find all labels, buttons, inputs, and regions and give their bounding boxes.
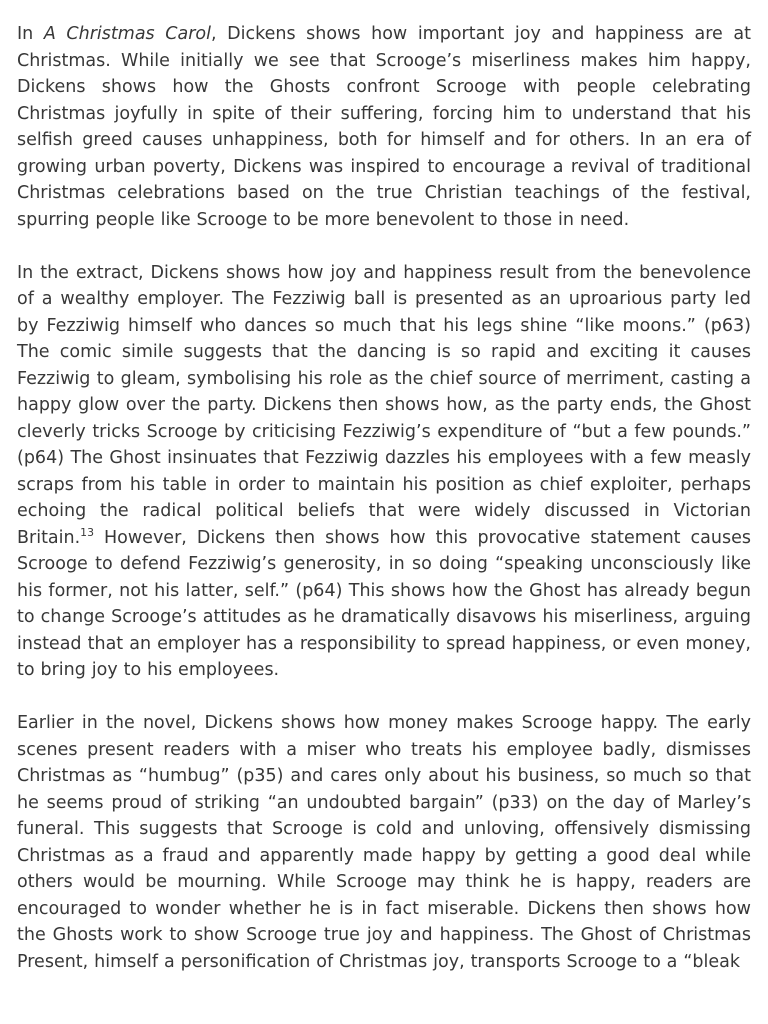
text-segment-superscript: 13 bbox=[80, 525, 94, 539]
text-segment-normal: However, Dickens then shows how this provocative statement causes Scrooge to defend Fezziwig’s generosity, in so doing “speaking unconsciously like his former, not his latter, self.” (p64) This shows how the Ghost has already begun to change Scrooge’s attitudes as he dramatically disavows his miserliness, arguing instead that an employer has a responsibility to spread happiness, or even money, to bring joy to his employees. bbox=[17, 527, 751, 680]
paragraph bbox=[17, 21, 751, 233]
paragraph bbox=[17, 260, 751, 684]
text-segment-normal: Earlier in the novel, Dickens shows how money makes Scrooge happy. The early scenes present readers with a miser who treats his employee badly, dismisses Christmas as “humbug” (p35) and cares only about his business, so much so that he seems proud of striking “an undoubted bargain” (p33) on the day of Marley’s funeral. This suggests that Scrooge is cold and unloving, offensively dismissing Christmas as a fraud and apparently made happy by getting a good deal while others would be mourning. While Scrooge may think he is happy, readers are encouraged to wonder whether he is in fact miserable. Dickens then shows how the Ghosts work to show Scrooge true joy and happiness. The Ghost of Christmas Present, himself a personification of Christmas joy, transports Scrooge to a “bleak bbox=[17, 713, 751, 972]
text-segment-normal: In the extract, Dickens shows how joy and happiness result from the benevolence of a wealthy employer. The Fezziwig ball is presented as an uproarious party led by Fezziwig himself who dances so much that his legs shine “like moons.” (p63) The comic simile suggests that the dancing is so rapid and exciting it causes Fezziwig to gleam, symbolising his role as the chief source of merriment, casting a happy glow over the party. Dickens then shows how, as the party ends, the Ghost cleverly tricks Scrooge by criticising Fezziwig’s expenditure of “but a few pounds.” (p64) The Ghost insinuates that Fezziwig dazzles his employees with a few measly scraps from his table in order to maintain his position as chief exploiter, perhaps echoing the radical political beliefs that were widely discussed in Victorian Britain. bbox=[17, 262, 751, 548]
text-segment-normal: In bbox=[17, 24, 44, 44]
essay-body bbox=[17, 21, 751, 975]
paragraph bbox=[17, 710, 751, 975]
text-segment-normal: , Dickens shows how important joy and happiness are at Christmas. While initially we see that Scrooge’s miserliness makes him happy, Dickens shows how the Ghosts confront Scrooge with people celebrating Christmas joyfully in spite of their suffering, forcing him to understand that his selfish greed causes unhappiness, both for himself and for others. In an era of growing urban poverty, Dickens was inspired to encourage a revival of traditional Christmas celebrations based on the true Christian teachings of the festival, spurring people like Scrooge to be more benevolent to those in need. bbox=[17, 24, 751, 230]
text-segment-italic: A Christmas Carol bbox=[43, 24, 211, 44]
